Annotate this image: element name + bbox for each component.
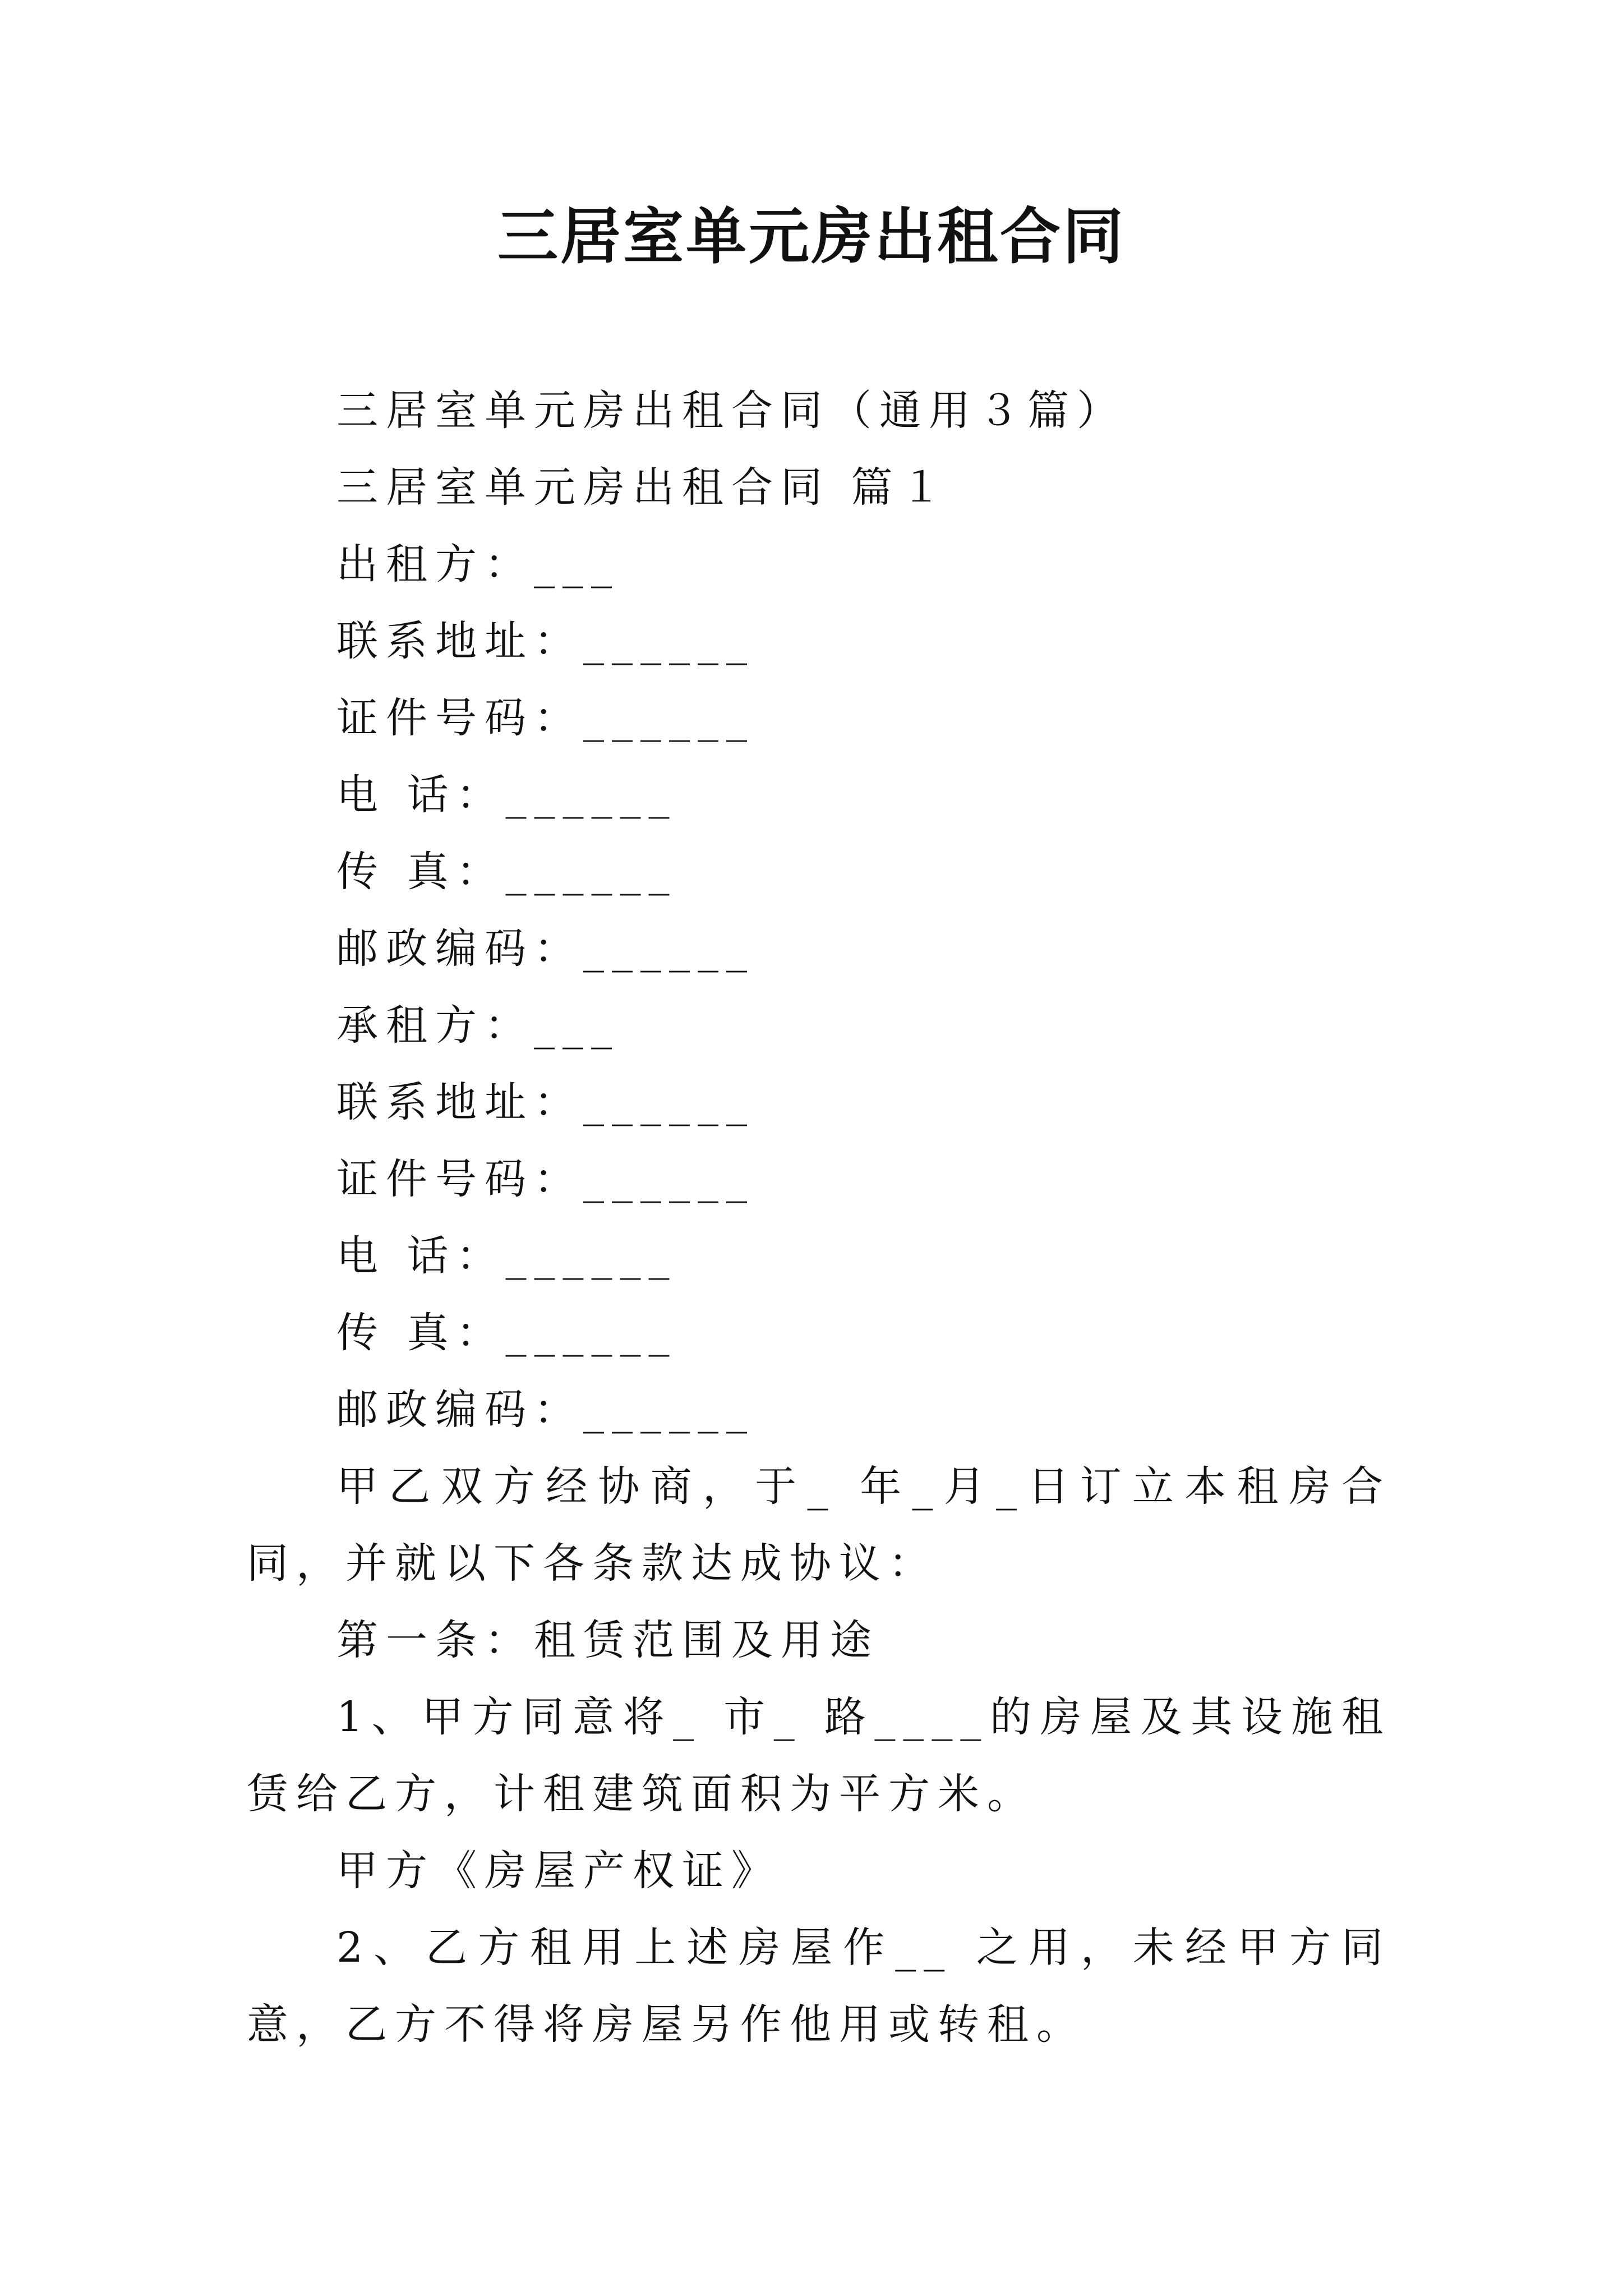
document-body xyxy=(247,372,1391,2063)
subtitle-line: 三居室单元房出租合同（通用３篇） xyxy=(336,386,1126,435)
lessor-fax-field: 传 真：______ xyxy=(336,848,677,896)
lessor-id-field: 证件号码：______ xyxy=(336,694,755,742)
document-title: 三居室单元房出租合同 xyxy=(497,201,1126,272)
lessor-name-field: 出租方：___ xyxy=(336,540,620,588)
lessor-postcode-field: 邮政编码：______ xyxy=(336,924,755,973)
agreement-paragraph: 甲乙双方经协商，于_ 年_月_日订立本租房合同，并就以下各条款达成协议： xyxy=(247,1462,1391,1588)
section-heading: 三居室单元房出租合同 篇１ xyxy=(336,463,950,512)
property-certificate-line: 甲方《房屋产权证》 xyxy=(336,1847,781,1895)
article-one-heading: 第一条：租赁范围及用途 xyxy=(336,1616,879,1664)
lessee-phone-field: 电 话：______ xyxy=(336,1232,677,1280)
clause-two-paragraph: 2、乙方租用上述房屋作__ 之用，未经甲方同意，乙方不得将房屋另作他用或转租。 xyxy=(247,1924,1391,2049)
lessee-fax-field: 传 真：______ xyxy=(336,1309,677,1357)
lessee-id-field: 证件号码：______ xyxy=(336,1155,755,1203)
lessee-postcode-field: 邮政编码：______ xyxy=(336,1386,755,1434)
clause-one-paragraph: 1、甲方同意将_ 市_ 路____的房屋及其设施租赁给乙方，计租建筑面积为平方米。 xyxy=(247,1693,1391,1818)
lessor-phone-field: 电 话：______ xyxy=(336,771,677,819)
lessee-name-field: 承租方：___ xyxy=(336,1001,620,1050)
lessor-address-field: 联系地址：______ xyxy=(336,617,755,665)
lessee-address-field: 联系地址：______ xyxy=(336,1078,755,1126)
